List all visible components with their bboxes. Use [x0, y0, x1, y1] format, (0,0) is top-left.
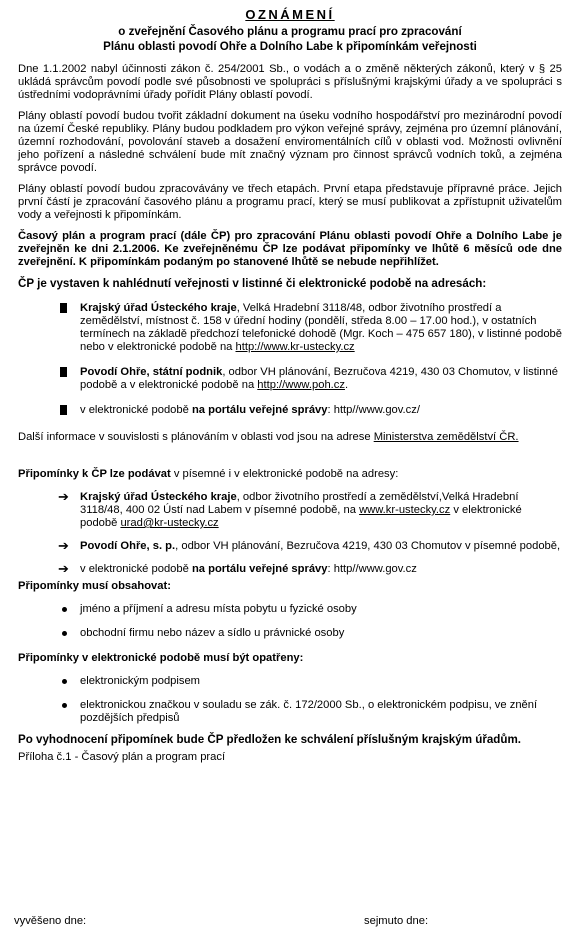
paragraph-more-info: Další informace v souvislosti s plánováním v oblasti vod jsou na adrese Ministerstva zemědělství ČR.: [18, 431, 519, 443]
requirement-item: obchodní firmu nebo název a sídlo u právnické osoby: [18, 627, 562, 640]
requirement-item: jméno a příjmení a adresu místa pobytu u fyzické osoby: [18, 603, 562, 616]
address-item-regional-office: [18, 302, 562, 354]
square-bullet-icon: [60, 303, 67, 313]
paragraph-stages: Plány oblastí povodí budou zpracovávány ve třech etapách. První etapa představuje přípravné práce. Jejich první částí je zpracování časového plánu a programu prací, který se musí publikovat a zpřístupnit uživatelům vody a veřejnosti k připomínkám.: [18, 183, 562, 221]
removed-date-label: sejmuto dne:: [364, 915, 429, 927]
subtitle-line-1: o zveřejnění Časového plánu a programu prací pro zpracování: [118, 25, 462, 38]
regional-office-link[interactable]: http://www.kr-ustecky.cz: [235, 341, 355, 353]
gov-portal-url: : http//www.gov.cz/: [327, 404, 420, 416]
attachment-note: Příloha č.1 - Časový plán a program prací: [18, 751, 226, 763]
regional-office-web-link[interactable]: www.kr-ustecky.cz: [359, 504, 451, 516]
arrow-bullet-icon: ➔: [58, 489, 69, 504]
submission-item-regional-office: ➔ Krajský úřad Ústeckého kraje, odbor životního prostředí a zemědělství,Velká Hradební 3118/48, 400 02 Ústí nad Labem v písemné podobě, na www.kr-ustecky.cz v elektronické podobě urad@kr-ustecky.cz: [58, 489, 522, 529]
address-org-name: Krajský úřad Ústeckého kraje: [80, 302, 237, 314]
square-bullet-icon: [60, 367, 67, 377]
address-details: , Velká Hradební 3118/48, odbor životního prostředí a zemědělství, místnost č. 158 v úřední hodiny (pondělí, středa 8.00 – 17.00 hod.), v ostatních termínech na základě předchozí telefonické dohodě (Mgr. Koch – 475 657 180), v listinné podobě nebo v elektronické podobě na: [80, 302, 562, 353]
address-org-name: Povodí Ohře, státní podnik: [80, 366, 223, 378]
final-statement: Po vyhodnocení připomínek bude ČP předložen ke schválení příslušným krajským úřadům.: [18, 733, 521, 746]
requirement-item: elektronickou značkou v souladu se zák. č. 172/2000 Sb., o elektronickém podpisu, ve znění pozdějších předpisů: [18, 699, 562, 725]
posting-footer: [14, 915, 566, 928]
arrow-bullet-icon: ➔: [58, 538, 69, 553]
povodi-ohre-link[interactable]: http://www.poh.cz: [257, 379, 345, 391]
document-title: OZNÁMENÍ: [245, 7, 335, 22]
dot-bullet-icon: [62, 679, 67, 684]
submission-item-gov-portal: ➔ v elektronické podobě na portálu veřejné správy: http//www.gov.cz: [58, 561, 417, 576]
square-bullet-icon: [60, 405, 67, 415]
requirement-item: elektronickým podpisem: [18, 675, 562, 688]
address-details: , odbor VH plánování, Bezručova 4219, 430 03 Chomutov, v listinné podobě a v elektronické podobě na: [80, 366, 558, 391]
heading-electronic-requirements: Připomínky v elektronické podobě musí být opatřeny:: [18, 652, 304, 664]
gov-portal-label: na portálu veřejné správy: [191, 404, 328, 416]
paragraph-law: Dne 1.1.2002 nabyl účinnosti zákon č. 254/2001 Sb., o vodách a o změně některých zákonů, který v § 25 ukládá správcům povodí podle své působnosti ve spolupráci s příslušnými krajskými úřady a ve spolupráci s ústředními vodoprávními úřady pořídit Plány oblastí povodí.: [18, 63, 562, 101]
dot-bullet-icon: [62, 703, 67, 708]
heading-must-contain: Připomínky musí obsahovat:: [18, 580, 171, 592]
subtitle-line-2: Plánu oblasti povodí Ohře a Dolního Labe k připomínkám veřejnosti: [103, 40, 477, 53]
document-page: [18, 8, 562, 764]
paragraph-publication: Časový plán a program prací (dále ČP) pro zpracování Plánu oblasti povodí Ohře a Dolního Labe je zveřejněn ke dni 2.1.2006. Ke zveřejněnému ČP lze podávat připomínky ve lhůtě 6 měsíců ode dne zveřejnění. K připomínkám podaným po stanovené lhůtě se nebude nepřihlížet.: [18, 230, 562, 268]
dot-bullet-icon: [62, 607, 67, 612]
submission-item-povodi-ohre: ➔ Povodí Ohře, s. p., odbor VH plánování, Bezručova 4219, 430 03 Chomutov v písemné podobě,: [58, 538, 561, 553]
heading-comments-submission: Připomínky k ČP lze podávat v písemné i v elektronické podobě na adresy:: [18, 468, 399, 480]
address-item-povodi-ohre: Povodí Ohře, státní podnik, odbor VH plánování, Bezručova 4219, 430 03 Chomutov, v listinné podobě a v elektronické podobě na http://www.poh.cz.: [18, 366, 562, 392]
regional-office-email-link[interactable]: urad@kr-ustecky.cz: [120, 517, 219, 529]
posted-date-label: vyvěšeno dne:: [14, 915, 87, 927]
paragraph-plans: Plány oblastí povodí budou tvořit základní dokument na úseku vodního hospodářství pro mezinárodní povodí na území České republiky. Plány budou podkladem pro výkon veřejné správy, zejména pro územní plánování, územní rozhodování, povolování staveb a dosažení enviromentálních cílů v oblasti vod. Možnosti ovlivnění jeho pořízení a následné schválení bude mít značný význam pro činnost správců vodních toků, a zejména správce povodí.: [18, 110, 562, 174]
arrow-bullet-icon: ➔: [58, 561, 69, 576]
dot-bullet-icon: [62, 631, 67, 636]
ministry-link[interactable]: Ministerstva zemědělství ČR.: [373, 431, 519, 443]
heading-inspection-addresses: ČP je vystaven k nahlédnutí veřejnosti v listinné či elektronické podobě na adresách:: [18, 277, 487, 290]
document-subtitle: [18, 24, 562, 54]
address-item-gov-portal: v elektronické podobě na portálu veřejné správy: http//www.gov.cz/: [18, 404, 562, 417]
